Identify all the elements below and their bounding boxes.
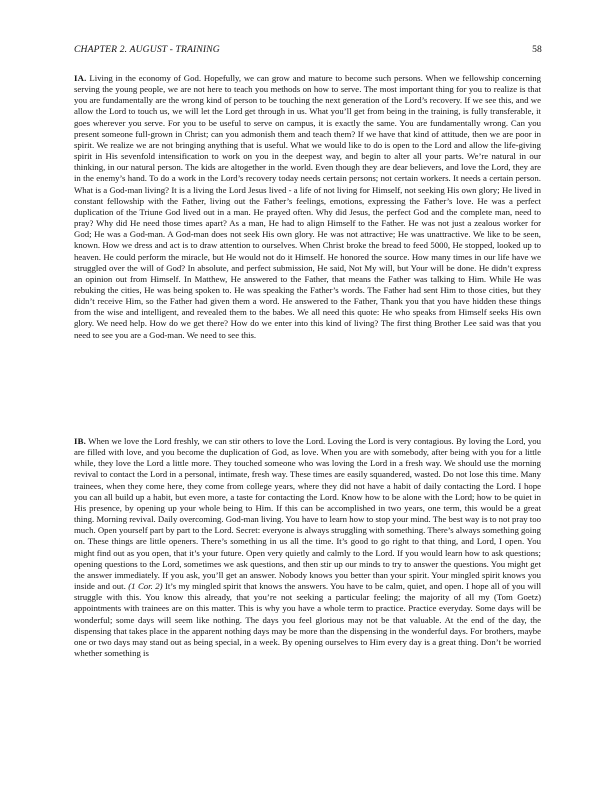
paragraph-ib xyxy=(74,436,541,659)
paragraph-text-part1: When we love the Lord freshly, we can stir others to love the Lord. Loving the Lord is very contagious. By loving the Lord, you are filled with love, and you become the duplication of God, as love. When you are with somebody, after being with you for a little while, they love the Lord a little more. They touched someone who was loving the Lord in a fresh way. We should use the morning revival to contact the Lord in a personal, intimate, fresh way. These times are easily squandered, wasted. Do not lose this time. Many trainees, when they come here, they come from college years, where they did not have a habit of daily contacting the Lord. I hope you can all build up a habit, but even more, a taste for contacting the Lord. Know how to be alone with the Lord; how to be quiet in His presence, by opening up your whole being to Him. If this can be accomplished in two years, one term, this would be a great thing. Morning revival. Daily overcoming. God-man living. You have to learn how to stop your mind. The best way is to not pray too much. Open yourself part by part to the Lord. Secret: everyone is always struggling with something. There’s always something going on. These things are little openers. There’s something in us all the time. It’s good to go right to that thing, and Lord, I open. You might find out as you open, that it’s your future. Open very quietly and calmly to the Lord. If you would learn how to ask questions; opening questions to the Lord, sometimes we ask questions, and then stir up our minds to try to answer the questions. You might get the answer immediately. If you ask, you’ll get an answer. Nobody knows you better than your spirit. Your mingled spirit knows you inside and out. xyxy=(74,436,542,592)
paragraph-text: Living in the economy of God. Hopefully, we can grow and mature to become such persons. When we fellowship concerning serving the young people, we are not here to teach you methods on how to serve. The most important thing for you to realize is that you are fundamentally are the wrong kind of person to be touching the next generation of the Lord’s recovery. If we see this, and we allow the Lord to touch us, we will let the Lord get through in us. What you’ll get from being in the training, is fully transferable, it goes wherever you serve. For you to be useful to serve on campus, it is exactly the same. You are fundamentally wrong. Can you present someone full-grown in Christ; can you admonish them and teach them? If we have that kind of attitude, then we are poor in spirit. We realize we are not bringing anything that is useful. What we would like to do is open to the Lord and allow the life-giving spirit in His sevenfold intensification to work on you in the deepest way, and begin to alter all your parts. We’re natural in our thinking, in our natural person. The kids are altogether in the world. Even though they are dear believers, and love the Lord, they are in the enemy’s hand. To do a work in the Lord’s recovery today needs certain persons; not certain workers. It needs a certain person. What is a God-man living? It is a living the Lord Jesus lived - a life of not living for Himself, not seeking His own glory; He lived in constant fellowship with the Father, living out the Father’s feelings, emotions, expressing the Father’s love. He was a perfect duplication of the Triune God lived out in a man. He prayed often. Why did Jesus, the perfect God and the complete man, need to pray? Why did He need those times apart? As a man, He had to align Himself to the Father. He was not just a zealous worker for God; He was a God-man. A God-man does not seek His own glory. He was not attractive; He was unattractive. We like to be seen, known. How we dress and act is to draw attention to ourselves. When Christ broke the bread to feed 5000, He stopped, looked up to heaven. He could perform the miracle, but He would not do it Himself. He honored the source. How many times in our life have we struggled over the will of God? In absolute, and perfect submission, He said, Not My will, but Your will be done. He didn’t express an opinion out from Himself. In Matthew, He answered to the Father, that means the Father was talking to Him. While He was rebuking the cities, He was being spoken to. He was speaking the Father’s words. The Father had sent Him to those cities, but they didn’t receive Him, so the Father had given them a word. He answered to the Father, Thank you that you have hidden these things from the wise and intelligent, and revealed them to the babes. We all need this quote: He who speaks from Himself seeks His own glory. We need help. How do we get there? How do we enter into this kind of living? The first thing Brother Lee said was that you need to see you are a God-man. We need to see this. xyxy=(74,73,541,340)
paragraph-text-part2: It’s my mingled spirit that knows the answers. You have to be calm, quiet, and open. I hope all of you will struggle with this. You know this already, that you’re not seeking a particular feeling; the majority of all my (Tom Goetz) appointments with trainees are on this matter. This is why you have a whole term to practice. Practice everyday. Some days will be wonderful; some days will seem like nothing. The days you feel glorious may not be that valuable. At the end of the day, the dispensing that takes place in the apparent nothing days may be more than the dispensing in the wonderful days. For brothers, maybe one or two days may stand out as being special, in a week. By opening ourselves to Him every day is a great thing. Don’t be worried whether something is xyxy=(74,581,541,658)
paragraph-label: IA. xyxy=(74,73,87,83)
paragraph-label: IB. xyxy=(74,436,87,446)
chapter-title: CHAPTER 2. AUGUST - TRAINING xyxy=(74,44,220,55)
page-number: 58 xyxy=(532,44,542,55)
running-header xyxy=(74,44,542,58)
scripture-reference: (1 Cor. 2) xyxy=(128,581,163,592)
paragraph-ia xyxy=(74,73,541,341)
